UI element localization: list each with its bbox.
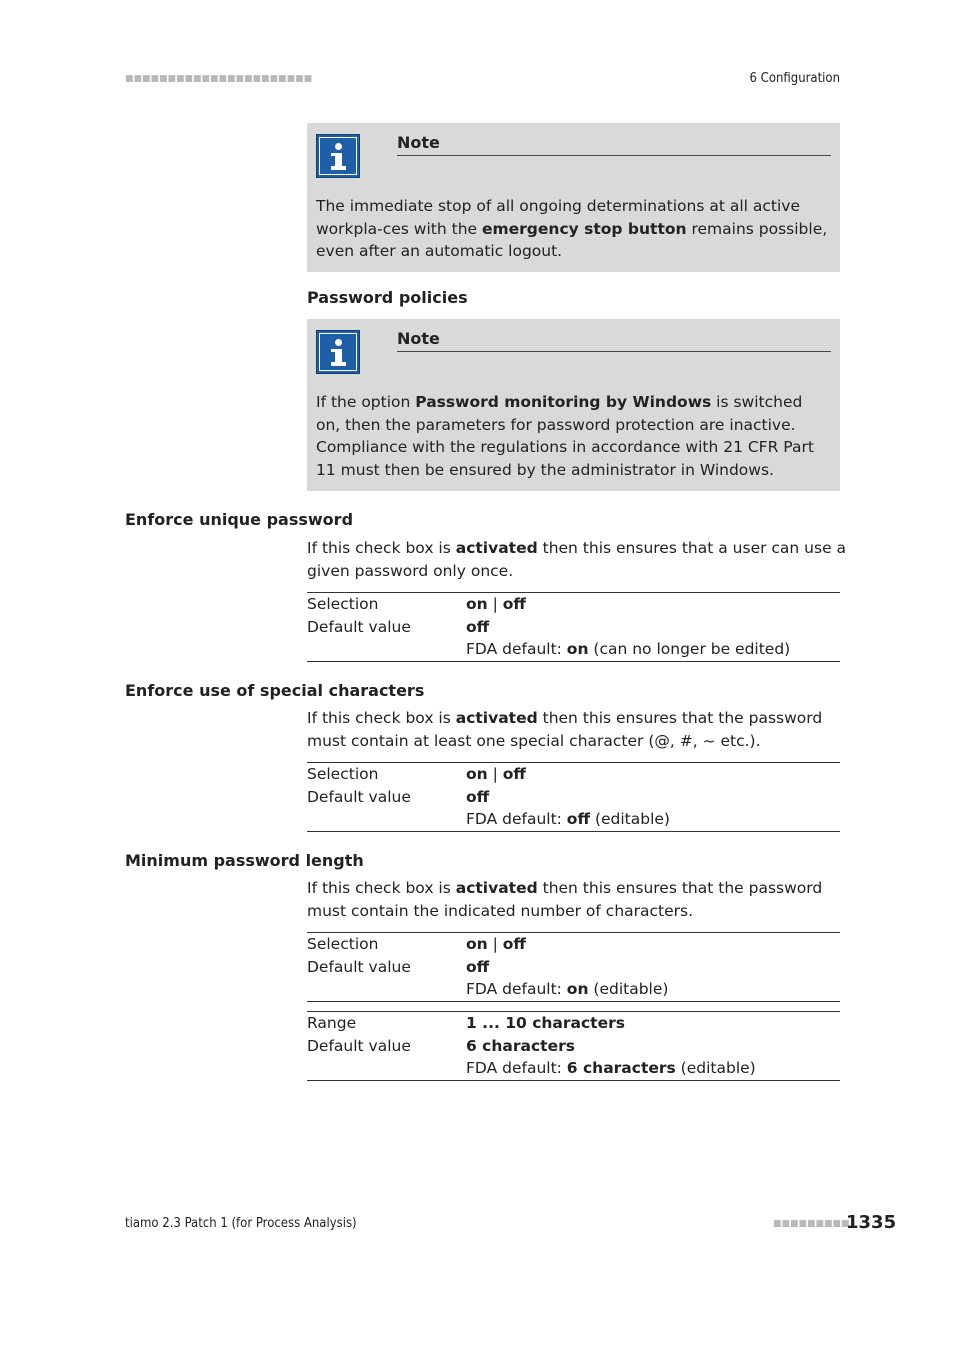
parameter-description: If this check box is activated then this ensures that the password must contain at least one special character (@, #, ~ etc.). [307,709,823,750]
chapter-title: 6 Configuration [749,71,840,86]
default-value: off [466,787,490,806]
selection-label: Selection [307,765,379,783]
footer-product: tiamo 2.3 Patch 1 (for Process Analysis) [125,1216,357,1231]
selection-label: Selection [307,595,379,613]
default-label: Default value [307,957,411,976]
footer-decoration: ■■■■■■■■■ [773,1219,850,1229]
default-value: off [466,617,490,636]
note-box [307,123,840,272]
parameter-table [307,762,840,832]
note-title: Note [397,133,831,156]
default-value: 6 characters [466,1036,575,1055]
header-decoration: ■■■■■■■■■■■■■■■■■■■■■■ [125,74,313,84]
info-icon [316,330,360,374]
parameter-description: If this check box is activated then this ensures that a user can use a given password only once. [307,539,847,580]
selection-value: on | off [466,765,526,783]
range-value: 1 ... 10 characters [466,1014,625,1032]
fda-default: FDA default: 6 characters (editable) [466,1059,756,1077]
parameter-title: Enforce unique password [125,510,354,529]
default-label: Default value [307,787,411,806]
section-title: Password policies [307,288,468,307]
selection-value: on | off [466,935,526,953]
selection-label: Selection [307,935,379,953]
fda-default: FDA default: on (can no longer be edited) [466,640,791,658]
parameter-title: Minimum password length [125,851,364,870]
parameter-description: If this check box is activated then this ensures that the password must contain the indicated number of characters. [307,879,823,920]
page-number: 1335 [846,1212,897,1233]
note-text: The immediate stop of all ongoing determinations at all active workpla-ces with the emergency stop button remains possible, even after an automatic logout. [316,197,828,260]
fda-default: FDA default: off (editable) [466,810,670,828]
range-label: Range [307,1014,357,1032]
parameter-table [307,932,840,1002]
selection-value: on | off [466,595,526,613]
range-table [307,1011,840,1081]
default-label: Default value [307,1036,411,1055]
default-value: off [466,957,490,976]
info-icon [316,134,360,178]
parameter-title: Enforce use of special characters [125,681,425,700]
note-title: Note [397,329,831,352]
parameter-table [307,592,840,662]
note-box [307,319,840,491]
default-label: Default value [307,617,411,636]
fda-default: FDA default: on (editable) [466,980,669,998]
note-text: If the option Password monitoring by Windows is switched on, then the parameters for password protection are inactive. Compliance with the regulations in accordance with 21 CFR Part 11 must then be ensured by the administrator in Windows. [316,393,814,479]
